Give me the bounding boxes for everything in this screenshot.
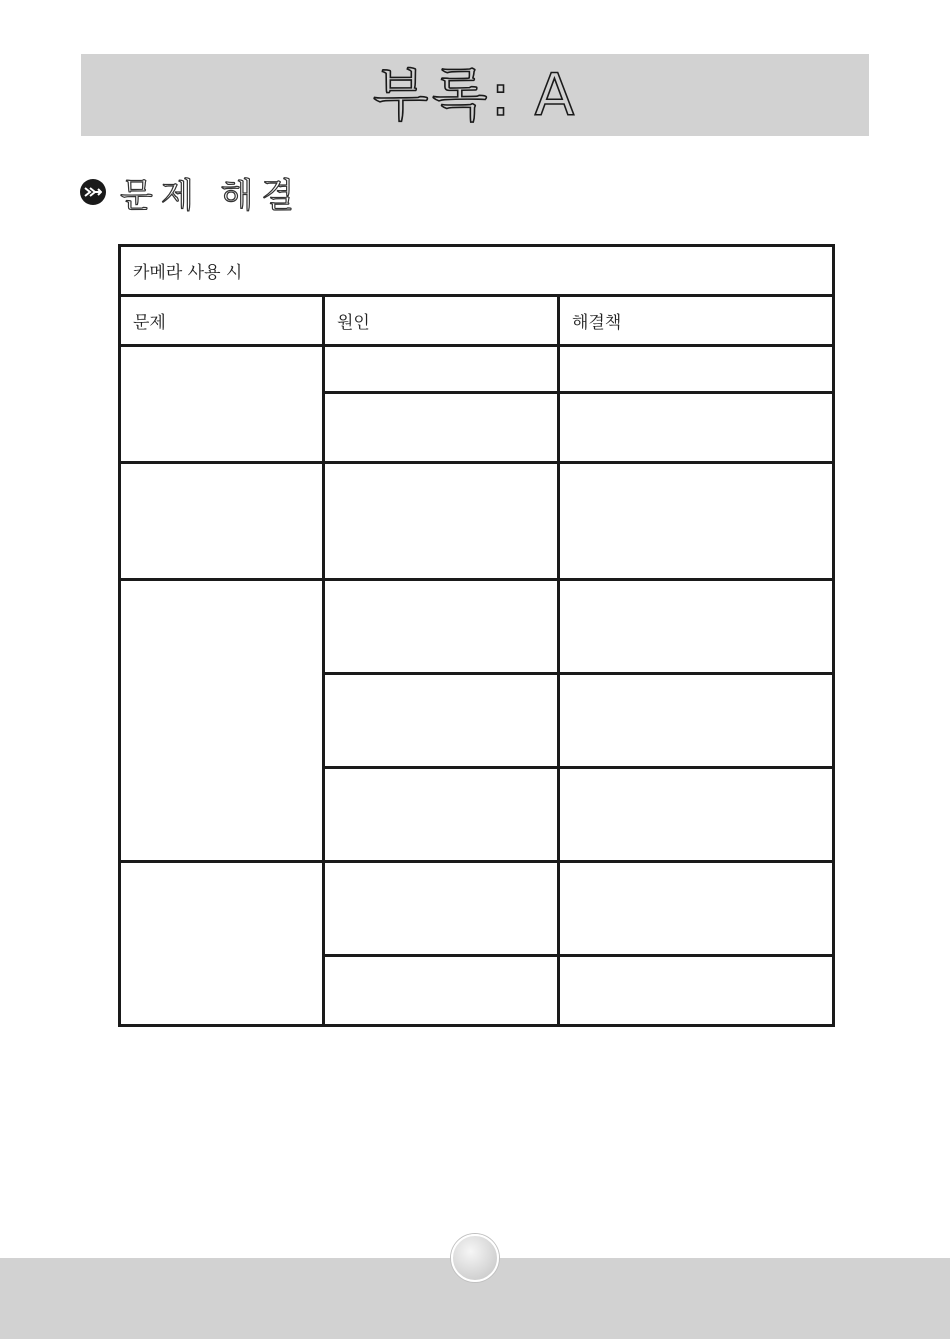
cause-cell bbox=[324, 393, 559, 463]
cause-cell bbox=[324, 956, 559, 1026]
column-header-problem: 문제 bbox=[120, 296, 324, 346]
cause-cell bbox=[324, 862, 559, 956]
section-title: 문제 해결 bbox=[120, 175, 303, 216]
solution-cell bbox=[559, 674, 834, 768]
table-header-row bbox=[120, 296, 834, 346]
page-number-badge bbox=[451, 1234, 499, 1282]
title-band bbox=[81, 54, 869, 136]
section-heading bbox=[80, 170, 302, 214]
solution-cell bbox=[559, 956, 834, 1026]
cause-cell bbox=[324, 346, 559, 393]
table-row bbox=[120, 463, 834, 580]
troubleshooting-table bbox=[118, 244, 835, 1027]
table-row bbox=[120, 862, 834, 956]
cause-cell bbox=[324, 580, 559, 674]
table-row bbox=[120, 346, 834, 393]
table-caption-row bbox=[120, 246, 834, 296]
problem-cell bbox=[120, 346, 324, 463]
problem-cell bbox=[120, 862, 324, 1026]
table-row bbox=[120, 580, 834, 674]
problem-cell bbox=[120, 580, 324, 862]
problem-cell bbox=[120, 463, 324, 580]
page-title: 부록: A bbox=[372, 61, 578, 129]
solution-cell bbox=[559, 768, 834, 862]
column-header-cause: 원인 bbox=[324, 296, 559, 346]
table-caption: 카메라 사용 시 bbox=[120, 246, 834, 296]
solution-cell bbox=[559, 463, 834, 580]
solution-cell bbox=[559, 580, 834, 674]
cause-cell bbox=[324, 463, 559, 580]
cause-cell bbox=[324, 674, 559, 768]
solution-cell bbox=[559, 346, 834, 393]
cause-cell bbox=[324, 768, 559, 862]
column-header-solution: 해결책 bbox=[559, 296, 834, 346]
solution-cell bbox=[559, 862, 834, 956]
arrow-circle-icon bbox=[80, 179, 106, 205]
solution-cell bbox=[559, 393, 834, 463]
